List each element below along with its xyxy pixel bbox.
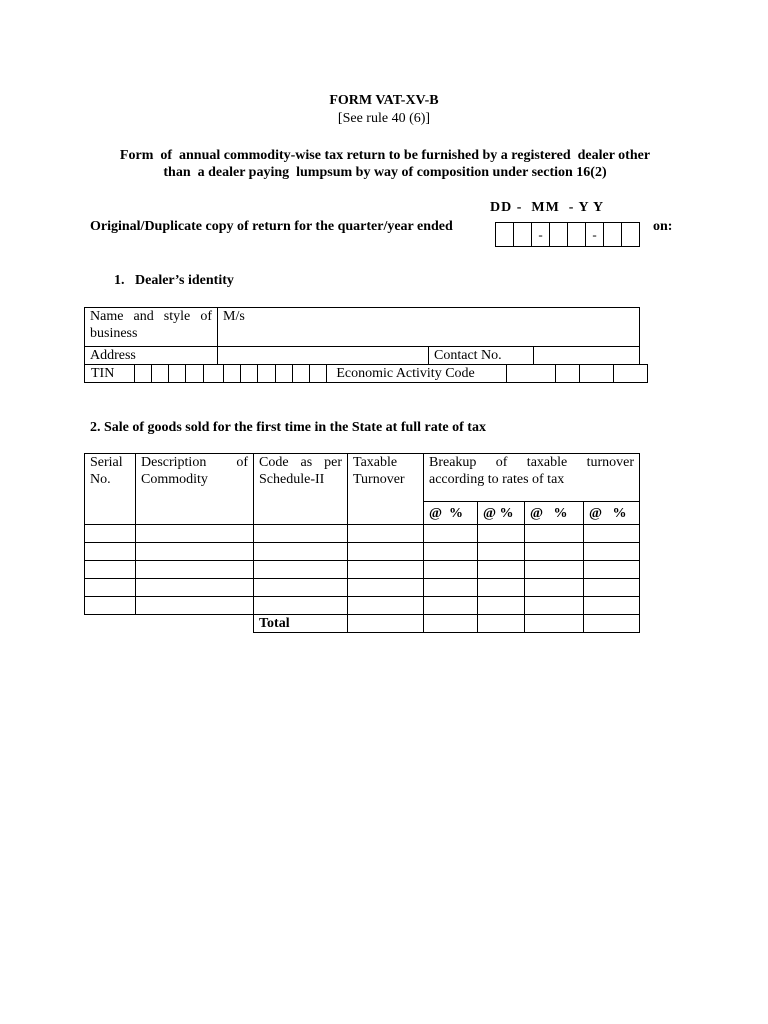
sale-of-goods-table	[84, 453, 640, 633]
business-name-prefix: M/s	[223, 309, 245, 324]
table-cell[interactable]	[348, 597, 424, 615]
table-cell[interactable]	[348, 561, 424, 579]
table-cell[interactable]	[254, 543, 348, 561]
col-header-description-line-1: Description of	[141, 455, 248, 470]
form-purpose-line-2: than a dealer paying lumpsum by way of composition under section 16(2)	[163, 165, 607, 180]
tin-digit-box[interactable]	[151, 365, 168, 383]
table-cell[interactable]	[254, 561, 348, 579]
rate-header-text: @ %	[483, 505, 514, 521]
contact-label: Contact No.	[434, 348, 502, 363]
date-separator: -	[532, 223, 550, 247]
table-cell[interactable]	[136, 579, 254, 597]
section-2-heading: 2. Sale of goods sold for the first time in the State at full rate of tax	[90, 420, 486, 435]
date-box-d2[interactable]	[514, 223, 532, 247]
col-header-breakup-line-1: Breakup of taxable turnover	[429, 455, 635, 470]
table-row	[85, 525, 640, 543]
table-cell[interactable]	[254, 525, 348, 543]
section-1-heading: 1. Dealer’s identity	[114, 273, 234, 288]
economic-activity-box[interactable]	[579, 365, 613, 383]
col-header-taxable-line-2: Turnover	[353, 472, 405, 487]
table-cell[interactable]	[424, 597, 478, 615]
date-box-y2[interactable]	[622, 223, 640, 247]
col-header-serial-line-2: No.	[90, 472, 111, 487]
total-row-blank	[85, 615, 254, 633]
table-cell[interactable]	[254, 597, 348, 615]
col-header-taxable-turnover	[348, 454, 424, 525]
return-period-label: Original/Duplicate copy of return for the quarter/year ended	[90, 219, 453, 234]
tin-digit-box[interactable]	[241, 365, 258, 383]
contact-field[interactable]	[534, 347, 640, 365]
table-cell[interactable]	[584, 597, 640, 615]
table-cell[interactable]	[584, 579, 640, 597]
table-cell[interactable]	[525, 543, 584, 561]
table-cell[interactable]	[424, 579, 478, 597]
dealer-identity-table	[84, 307, 640, 365]
rate-header	[584, 502, 640, 525]
address-label-cell	[85, 347, 218, 365]
total-cell[interactable]	[584, 615, 640, 633]
table-cell[interactable]	[478, 543, 525, 561]
table-cell[interactable]	[136, 561, 254, 579]
tin-digit-box[interactable]	[223, 365, 240, 383]
col-header-code	[254, 454, 348, 525]
total-row	[85, 615, 640, 633]
form-purpose-line-1: Form of annual commodity-wise tax return to be furnished by a registered dealer other	[119, 148, 651, 163]
tin-label: TIN	[91, 366, 115, 381]
table-cell[interactable]	[525, 597, 584, 615]
date-entry-boxes	[495, 222, 640, 247]
total-label: Total	[259, 616, 290, 631]
table-cell[interactable]	[584, 543, 640, 561]
table-cell[interactable]	[424, 561, 478, 579]
total-label-cell	[254, 615, 348, 633]
table-row	[85, 579, 640, 597]
tin-digit-box[interactable]	[310, 365, 327, 383]
address-label: Address	[90, 348, 136, 363]
table-row	[85, 597, 640, 615]
economic-activity-box[interactable]	[506, 365, 555, 383]
date-box-m2[interactable]	[568, 223, 586, 247]
col-header-breakup	[424, 454, 640, 502]
tin-digit-box[interactable]	[186, 365, 203, 383]
table-cell[interactable]	[424, 525, 478, 543]
business-name-label-cell	[85, 308, 218, 347]
table-cell[interactable]	[584, 561, 640, 579]
rate-header-text: @ %	[530, 505, 568, 521]
form-title: FORM VAT-XV-B	[329, 93, 439, 108]
table-cell[interactable]	[85, 597, 136, 615]
on-label: on:	[653, 219, 673, 234]
table-cell[interactable]	[85, 525, 136, 543]
business-name-label-line-1: Name and style of	[90, 309, 212, 324]
tin-digit-box[interactable]	[258, 365, 275, 383]
table-cell[interactable]	[348, 525, 424, 543]
col-header-serial	[85, 454, 136, 525]
address-field[interactable]	[218, 347, 429, 365]
table-row	[85, 561, 640, 579]
col-header-description-line-2: Commodity	[141, 472, 208, 487]
contact-label-cell	[429, 347, 534, 365]
business-name-field[interactable]	[218, 308, 640, 347]
table-cell[interactable]	[525, 561, 584, 579]
table-cell[interactable]	[136, 543, 254, 561]
table-cell[interactable]	[348, 543, 424, 561]
table-cell[interactable]	[85, 543, 136, 561]
col-header-code-line-1: Code as per	[259, 455, 342, 470]
table-cell[interactable]	[136, 597, 254, 615]
tin-digit-box[interactable]	[134, 365, 151, 383]
rate-header	[424, 502, 478, 525]
economic-activity-label-cell	[327, 365, 507, 383]
table-cell[interactable]	[136, 525, 254, 543]
tin-digit-box[interactable]	[203, 365, 223, 383]
date-format-label: DD - MM - Y Y	[490, 200, 605, 215]
date-box-y1[interactable]	[604, 223, 622, 247]
table-row	[85, 543, 640, 561]
economic-activity-label: Economic Activity Code	[336, 366, 475, 381]
col-header-breakup-line-2: according to rates of tax	[429, 472, 565, 487]
business-name-label-line-2: business	[90, 326, 138, 341]
economic-activity-box[interactable]	[614, 365, 648, 383]
table-cell[interactable]	[348, 579, 424, 597]
tin-digit-box[interactable]	[292, 365, 309, 383]
economic-activity-box[interactable]	[555, 365, 579, 383]
col-header-description	[136, 454, 254, 525]
date-box-d1[interactable]	[496, 223, 514, 247]
table-cell[interactable]	[478, 597, 525, 615]
table-cell[interactable]	[525, 525, 584, 543]
form-purpose	[90, 147, 680, 181]
table-cell[interactable]	[478, 525, 525, 543]
table-cell[interactable]	[85, 579, 136, 597]
date-box-m1[interactable]	[550, 223, 568, 247]
total-cell[interactable]	[348, 615, 424, 633]
table-cell[interactable]	[525, 579, 584, 597]
rate-header-text: @ %	[589, 505, 627, 521]
col-header-serial-line-1: Serial	[90, 455, 123, 470]
tin-digit-box[interactable]	[169, 365, 186, 383]
date-separator: -	[586, 223, 604, 247]
rate-header	[478, 502, 525, 525]
total-cell[interactable]	[525, 615, 584, 633]
col-header-taxable-line-1: Taxable	[353, 455, 398, 470]
table-cell[interactable]	[424, 543, 478, 561]
tin-digit-box[interactable]	[275, 365, 292, 383]
rate-header-text: @ %	[429, 505, 464, 521]
total-cell[interactable]	[424, 615, 478, 633]
tin-row-table	[84, 364, 648, 383]
table-cell[interactable]	[478, 579, 525, 597]
rule-reference: [See rule 40 (6)]	[337, 111, 431, 126]
col-header-code-line-2: Schedule-II	[259, 472, 325, 487]
tin-label-cell	[85, 365, 135, 383]
table-cell[interactable]	[478, 561, 525, 579]
total-cell[interactable]	[478, 615, 525, 633]
table-cell[interactable]	[584, 525, 640, 543]
table-cell[interactable]	[85, 561, 136, 579]
rate-header	[525, 502, 584, 525]
table-cell[interactable]	[254, 579, 348, 597]
